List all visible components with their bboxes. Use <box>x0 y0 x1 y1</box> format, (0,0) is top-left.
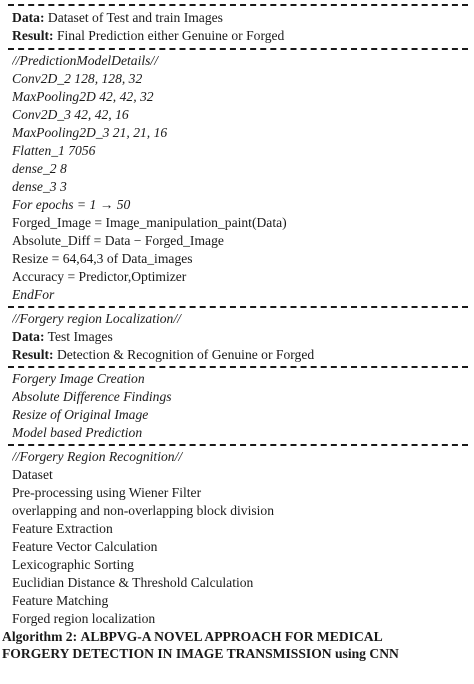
model-line: dense_3 3 <box>12 179 67 194</box>
recognition-section <box>10 446 466 628</box>
recognition-line: Forged region localization <box>12 611 156 626</box>
result-line <box>12 27 464 45</box>
model-line: MaxPooling2D_3 21, 21, 16 <box>12 125 168 140</box>
data-line <box>12 9 464 27</box>
loop-line: Resize = 64,64,3 of Data_images <box>12 251 193 266</box>
caption-line-1 <box>2 628 466 645</box>
localization-heading: //Forgery region Localization// <box>12 311 181 326</box>
model-line: Flatten_1 7056 <box>12 143 96 158</box>
recognition-line: Lexicographic Sorting <box>12 557 134 572</box>
loop-line: Absolute_Diff = Data − Forged_Image <box>12 233 224 248</box>
caption-text-1: ALBPVG-A NOVEL APPROACH FOR MEDICAL <box>80 629 383 644</box>
result-label: Result: <box>12 28 54 43</box>
recognition-heading: //Forgery Region Recognition// <box>12 449 183 464</box>
data-label: Data: <box>12 10 45 25</box>
recognition-line: Feature Vector Calculation <box>12 539 158 554</box>
recognition-line: Feature Extraction <box>12 521 113 536</box>
loop-header: For epochs = 1 → 50 <box>12 197 131 212</box>
algorithm-caption <box>2 628 466 662</box>
data-label: Data: <box>12 329 45 344</box>
steps-section <box>10 368 466 444</box>
model-line: Conv2D_2 128, 128, 32 <box>12 71 143 86</box>
model-heading: //PredictionModelDetails// <box>12 53 158 68</box>
io-header <box>10 6 466 48</box>
result-text: Detection & Recognition of Genuine or Forged <box>56 347 315 362</box>
model-line: MaxPooling2D 42, 42, 32 <box>12 89 154 104</box>
recognition-line: Feature Matching <box>12 593 109 608</box>
localization-data-line <box>12 328 464 346</box>
step-line: Model based Prediction <box>12 425 143 440</box>
model-details-section <box>10 50 466 306</box>
localization-section <box>10 308 466 366</box>
result-text: Final Prediction either Genuine or Forged <box>56 28 285 43</box>
model-line: Conv2D_3 42, 42, 16 <box>12 107 129 122</box>
recognition-line: Euclidian Distance & Threshold Calculation <box>12 575 254 590</box>
model-line: dense_2 8 <box>12 161 67 176</box>
localization-result-line <box>12 346 464 364</box>
algorithm-page <box>0 4 474 684</box>
recognition-line: Dataset <box>12 467 53 482</box>
recognition-line: Pre-processing using Wiener Filter <box>12 485 202 500</box>
step-line: Resize of Original Image <box>12 407 149 422</box>
step-line: Forgery Image Creation <box>12 371 145 386</box>
caption-text-2: FORGERY DETECTION IN IMAGE TRANSMISSION using CNN <box>2 646 399 661</box>
result-label: Result: <box>12 347 54 362</box>
recognition-line: overlapping and non-overlapping block division <box>12 503 275 518</box>
loop-line: Forged_Image = Image_manipulation_paint(Data) <box>12 215 287 230</box>
caption-label: Algorithm 2: <box>2 629 78 644</box>
data-text: Test Images <box>47 329 113 344</box>
data-text: Dataset of Test and train Images <box>47 10 223 25</box>
step-line: Absolute Difference Findings <box>12 389 172 404</box>
loop-end: EndFor <box>12 287 55 302</box>
loop-line: Accuracy = Predictor,Optimizer <box>12 269 187 284</box>
